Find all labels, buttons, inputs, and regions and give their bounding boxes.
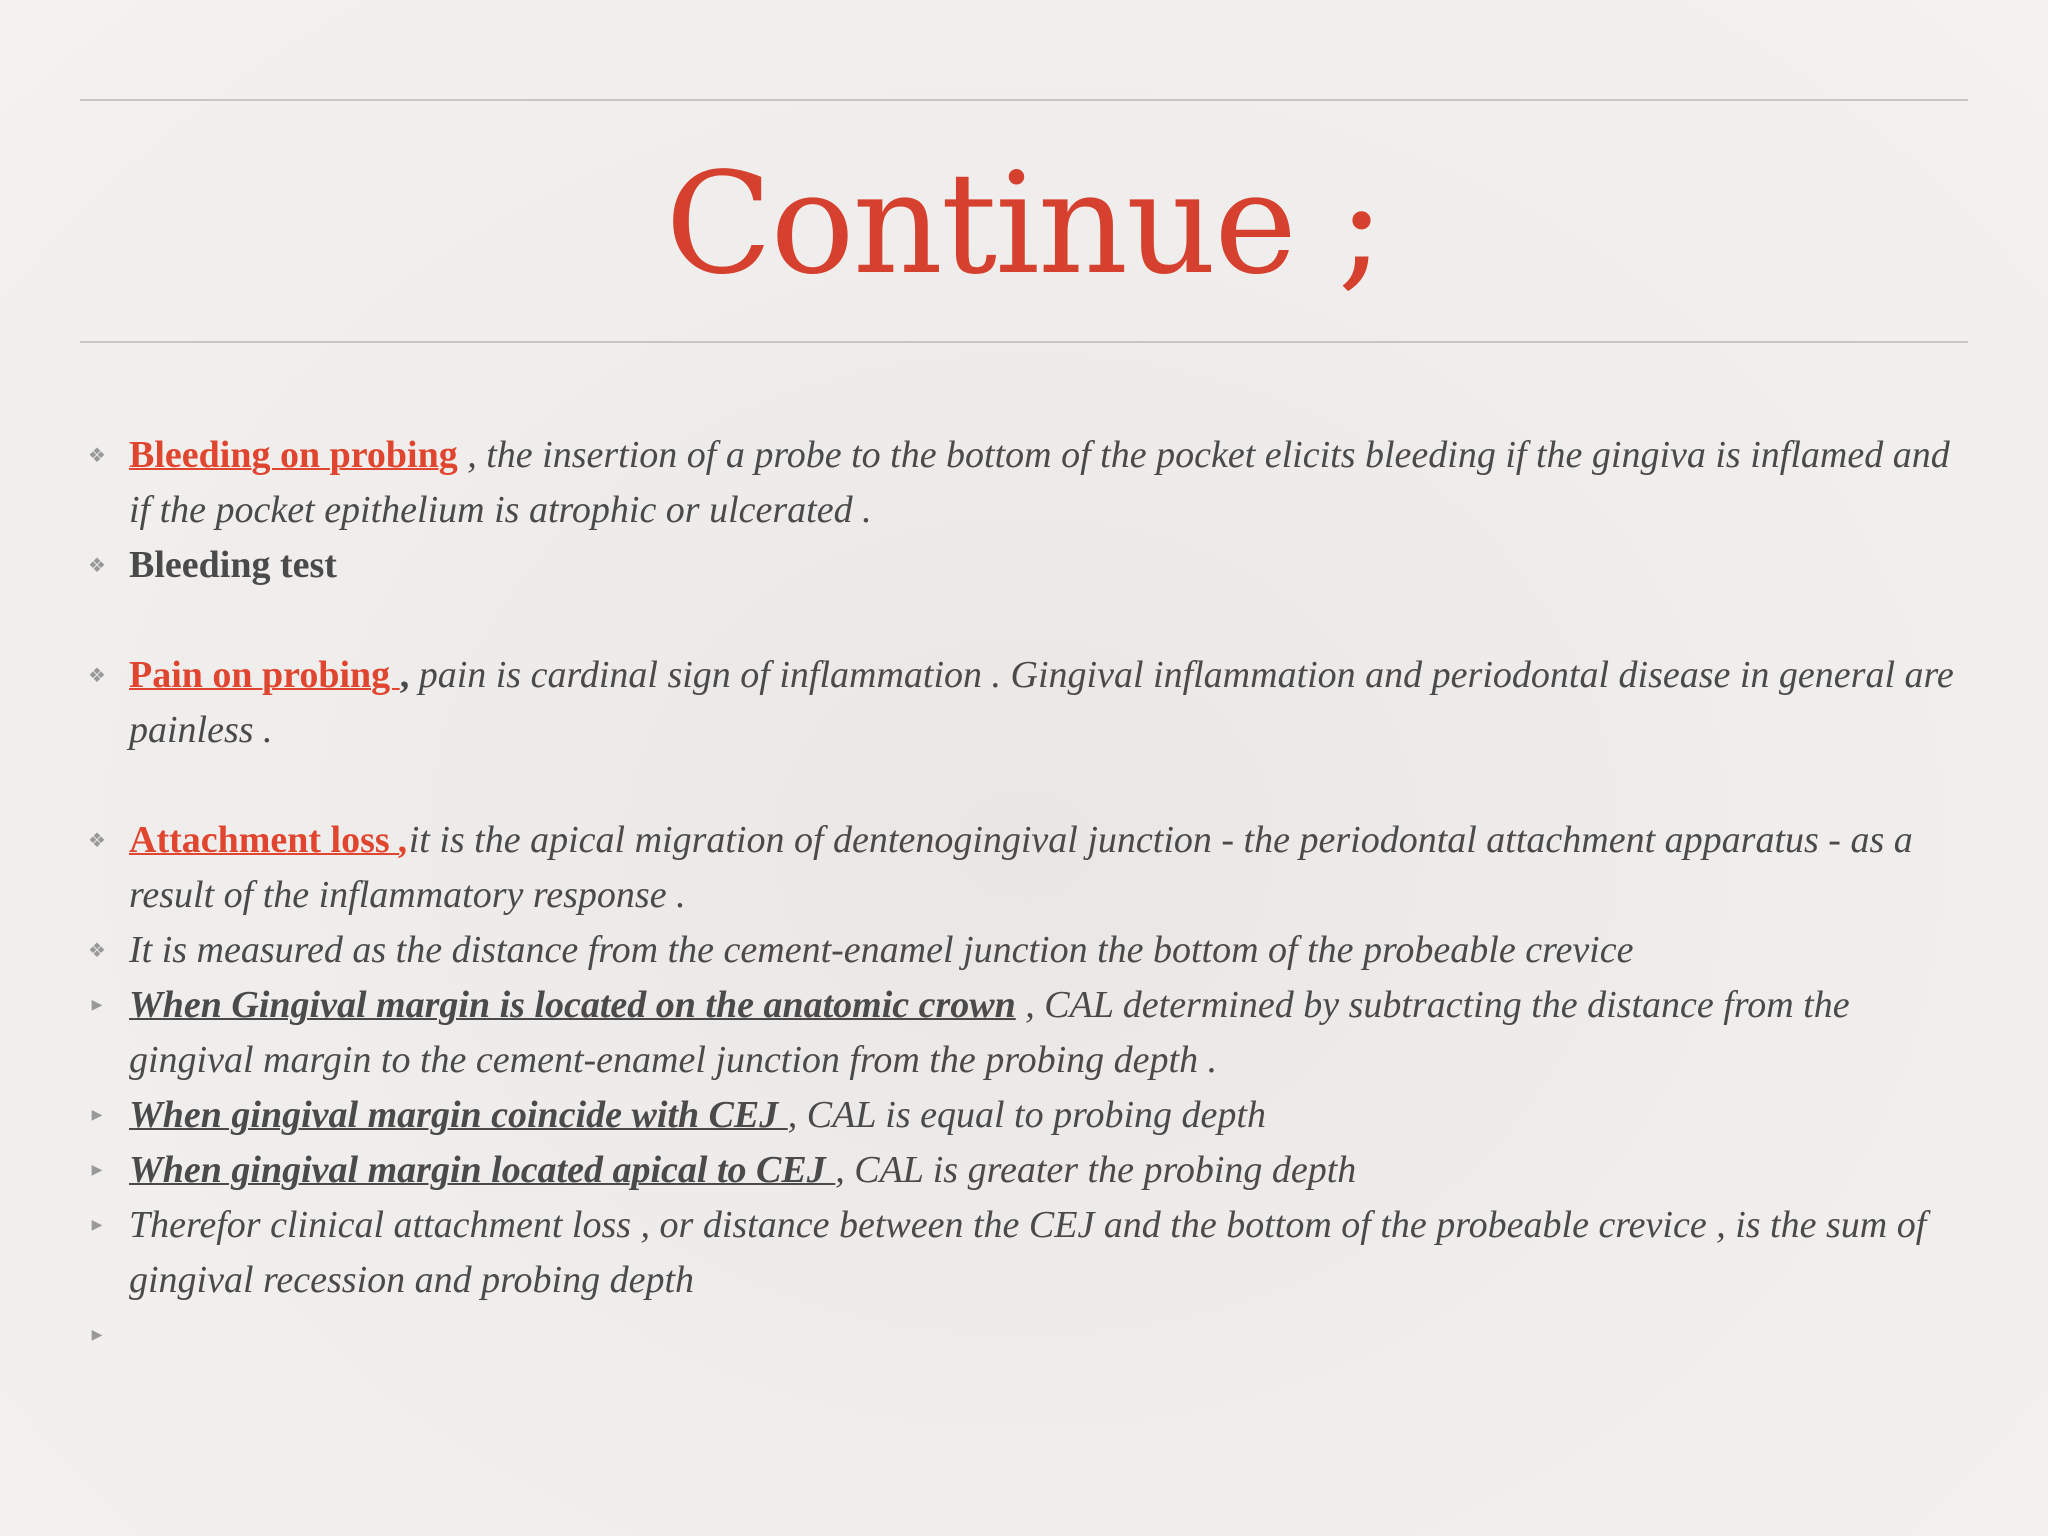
item-text: Bleeding test xyxy=(129,544,337,586)
list-item-coincide-cej xyxy=(86,1088,1966,1143)
diamond-bullet-icon: ❖ xyxy=(88,828,106,852)
triangle-bullet-icon: ▶ xyxy=(91,1327,103,1343)
item-text: , CAL is greater the probing depth xyxy=(835,1149,1357,1191)
diamond-bullet-icon: ❖ xyxy=(88,443,106,467)
item-text: , CAL is equal to probing depth xyxy=(787,1094,1266,1136)
item-text: , CAL determined by subtracting the distance from the gingival margin to the cement-enamel junction from the probing depth . xyxy=(129,984,1850,1081)
item-text: pain is cardinal sign of inflammation . Gingival inflammation and periodontal disease in general are painless . xyxy=(129,654,1954,751)
list-item-empty xyxy=(86,1308,1966,1363)
title-divider xyxy=(80,341,1968,343)
triangle-bullet-icon: ▶ xyxy=(91,997,103,1013)
list-item-apical-cej xyxy=(86,1143,1966,1198)
list-item-measurement xyxy=(86,923,1966,978)
item-text: , the insertion of a probe to the bottom of the pocket elicits bleeding if the gingiva is inflamed and if the pocket epithelium is atrophic or ulcerated . xyxy=(129,434,1950,531)
slide-body xyxy=(86,428,1966,1363)
term-pain-on-probing: Pain on probing xyxy=(129,654,400,696)
item-separator: , xyxy=(399,654,410,696)
top-divider xyxy=(80,99,1968,101)
list-item-anatomic-crown xyxy=(86,978,1966,1088)
item-text: It is measured as the distance from the cement-enamel junction the bottom of the probeable crevice xyxy=(129,929,1634,971)
diamond-bullet-icon: ❖ xyxy=(88,938,106,962)
item-separator: , xyxy=(399,819,409,861)
list-item-pain-on-probing xyxy=(86,648,1966,758)
term-bleeding-on-probing: Bleeding on probing xyxy=(129,434,458,476)
item-text: Therefor clinical attachment loss , or distance between the CEJ and the bottom of the probeable crevice , is the sum of gingival recession and probing depth xyxy=(129,1204,1927,1301)
diamond-bullet-icon: ❖ xyxy=(88,553,106,577)
list-item-bleeding-on-probing xyxy=(86,428,1966,538)
slide-title: Continue ; xyxy=(665,143,1383,306)
diamond-bullet-icon: ❖ xyxy=(88,663,106,687)
triangle-bullet-icon: ▶ xyxy=(91,1217,103,1233)
triangle-bullet-icon: ▶ xyxy=(91,1107,103,1123)
term-attachment-loss: Attachment loss xyxy=(129,819,400,861)
term-coincide-cej: When gingival margin coincide with CEJ xyxy=(129,1094,788,1136)
list-item-bleeding-test xyxy=(86,538,1966,593)
item-text: it is the apical migration of dentenogingival junction - the periodontal attachment apparatus - as a result of the inflammatory response . xyxy=(129,819,1913,916)
list-item-therefor xyxy=(86,1198,1966,1308)
term-anatomic-crown: When Gingival margin is located on the anatomic crown xyxy=(129,984,1016,1026)
list-item-attachment-loss xyxy=(86,813,1966,923)
term-apical-cej: When gingival margin located apical to CEJ xyxy=(129,1149,836,1191)
triangle-bullet-icon: ▶ xyxy=(91,1162,103,1178)
